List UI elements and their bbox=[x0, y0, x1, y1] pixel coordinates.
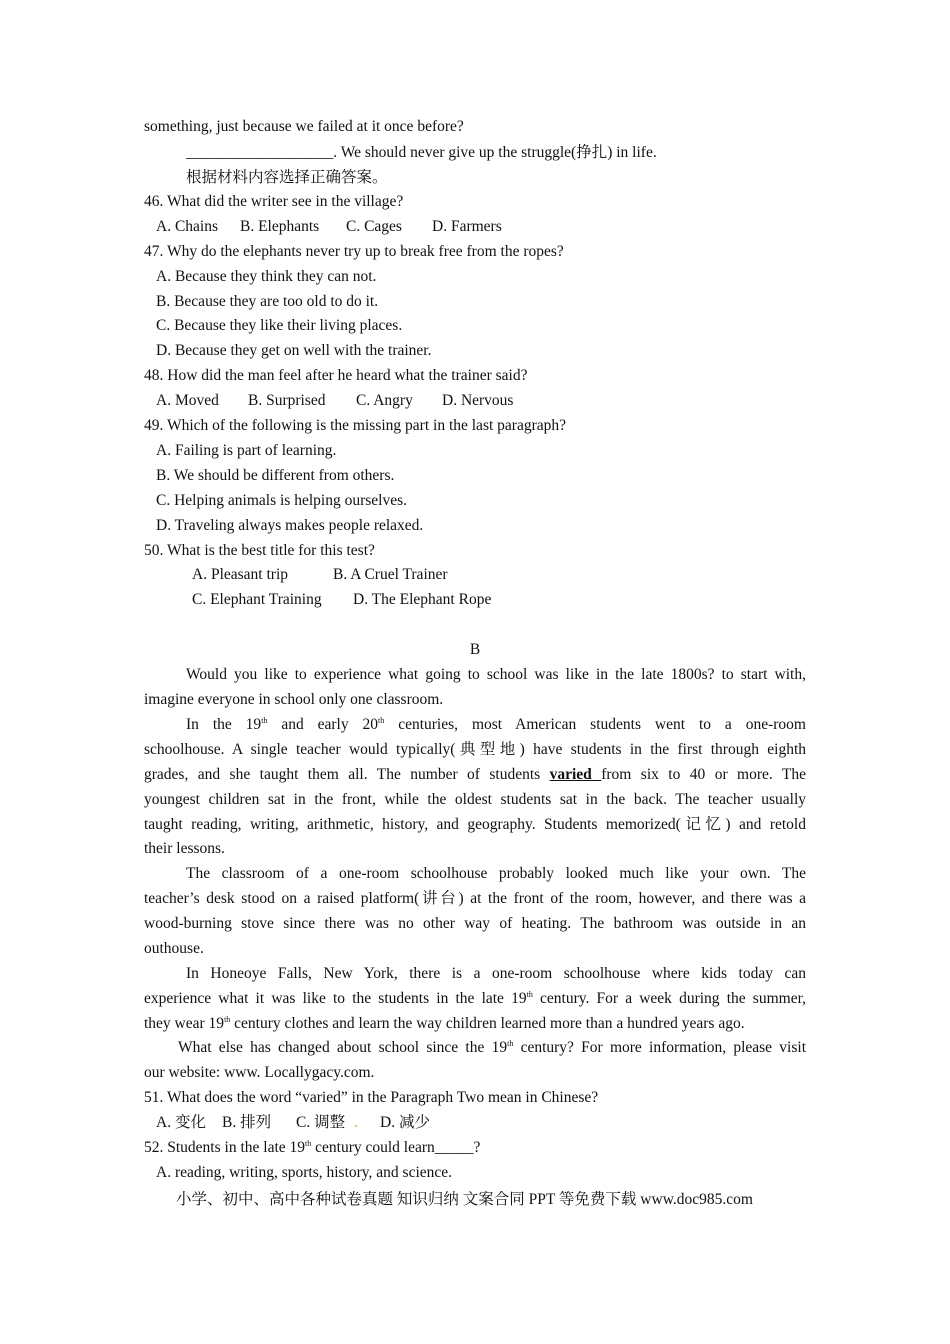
question-49-stem: 49. Which of the following is the missing part in the last paragraph? bbox=[144, 417, 566, 434]
paragraph-line: imagine everyone in school only one classroom. bbox=[144, 691, 444, 708]
option: A. reading, writing, sports, history, and science. bbox=[156, 1164, 453, 1181]
highlighted-word: varied bbox=[549, 766, 602, 783]
paragraph-line: youngest children sat in the front, while the oldest students sat in the back. The teacher usually bbox=[144, 791, 806, 808]
paragraph-line: our website: www. Locallygacy.com. bbox=[144, 1064, 375, 1081]
paragraph-line: teacher’s desk stood on a raised platform(讲台) at the front of the room, however, and there was a bbox=[144, 890, 806, 907]
paragraph-line: experience what it was like to the students in the late 19th century. For a week during the summer, bbox=[144, 990, 806, 1007]
option: D. Because they get on well with the trainer. bbox=[156, 342, 432, 359]
option: D. 减少 bbox=[380, 1114, 430, 1131]
question-51-options bbox=[156, 1113, 430, 1133]
section-heading: B bbox=[469, 641, 481, 658]
option: D. Nervous bbox=[442, 392, 514, 409]
question-47-stem: 47. Why do the elephants never try up to break free from the ropes? bbox=[144, 243, 564, 260]
passage-line: ___________________. We should never give up the struggle(挣扎) in life. bbox=[186, 144, 657, 161]
option: C. Because they like their living places. bbox=[156, 317, 403, 334]
paragraph-line: What else has changed about school since the 19th century? For more information, please visit bbox=[178, 1039, 806, 1056]
option: C. Angry bbox=[356, 392, 413, 409]
question-50-stem: 50. What is the best title for this test? bbox=[144, 542, 375, 559]
paragraph-line: wood-burning stove since there was no other way of heating. The bathroom was outside in an bbox=[144, 915, 806, 932]
option: B. 排列 bbox=[222, 1114, 272, 1131]
option: A. 变化 bbox=[156, 1114, 206, 1131]
question-50-options-row1 bbox=[192, 565, 448, 585]
paragraph-line: The classroom of a one-room schoolhouse probably looked much like your own. The bbox=[186, 865, 806, 882]
option: B. We should be different from others. bbox=[156, 467, 395, 484]
question-48-options bbox=[156, 391, 513, 411]
paragraph-line: schoolhouse. A single teacher would typically(典型地) have students in the first through eighth bbox=[144, 741, 806, 758]
question-48-stem: 48. How did the man feel after he heard what the trainer said? bbox=[144, 367, 528, 384]
question-46-options bbox=[156, 217, 502, 237]
paragraph-line: In Honeoye Falls, New York, there is a one-room schoolhouse where kids today can bbox=[186, 965, 806, 982]
paragraph-line: grades, and she taught them all. The number of students varied from six to 40 or more. The bbox=[144, 766, 807, 783]
option: D. Traveling always makes people relaxed. bbox=[156, 517, 424, 534]
passage-line: something, just because we failed at it once before? bbox=[144, 118, 464, 135]
option: A. Moved bbox=[156, 392, 219, 409]
question-51-stem: 51. What does the word “varied” in the Paragraph Two mean in Chinese? bbox=[144, 1089, 599, 1106]
option: B. Elephants bbox=[240, 218, 320, 235]
instruction-line: 根据材料内容选择正确答案。 bbox=[186, 169, 388, 186]
option: A. Pleasant trip bbox=[192, 566, 288, 583]
option: A. Failing is part of learning. bbox=[156, 442, 337, 459]
page-footer: 小学、初中、高中各种试卷真题 知识归纳 文案合同 PPT 等免费下载 www.doc985.com bbox=[176, 1191, 753, 1208]
question-50-options-row2 bbox=[192, 590, 491, 610]
option: C. Elephant Training bbox=[192, 591, 322, 608]
option: D. Farmers bbox=[432, 218, 502, 235]
option: B. A Cruel Trainer bbox=[333, 566, 448, 583]
option: A. Because they think they can not. bbox=[156, 268, 377, 285]
paragraph-line: In the 19th and early 20th centuries, most American students went to a one-room bbox=[186, 716, 806, 733]
paragraph-line: Would you like to experience what going to school was like in the late 1800s? to start with, bbox=[186, 666, 806, 683]
option: C. Cages bbox=[346, 218, 402, 235]
question-46-stem: 46. What did the writer see in the village? bbox=[144, 193, 404, 210]
option: D. The Elephant Rope bbox=[353, 591, 492, 608]
option: B. Because they are too old to do it. bbox=[156, 293, 379, 310]
paragraph-line: taught reading, writing, arithmetic, history, and geography. Students memorized(记忆) and retold bbox=[144, 816, 806, 833]
decorative-dot: . bbox=[354, 1114, 358, 1131]
question-52-stem: 52. Students in the late 19th century could learn_____? bbox=[144, 1139, 481, 1156]
paragraph-line: their lessons. bbox=[144, 840, 225, 857]
option: A. Chains bbox=[156, 218, 218, 235]
option: C. Helping animals is helping ourselves. bbox=[156, 492, 407, 509]
paragraph-line: they wear 19th century clothes and learn the way children learned more than a hundred years ago. bbox=[144, 1015, 745, 1032]
option: B. Surprised bbox=[248, 392, 326, 409]
paragraph-line: outhouse. bbox=[144, 940, 204, 957]
option: C. 调整 bbox=[296, 1114, 346, 1131]
